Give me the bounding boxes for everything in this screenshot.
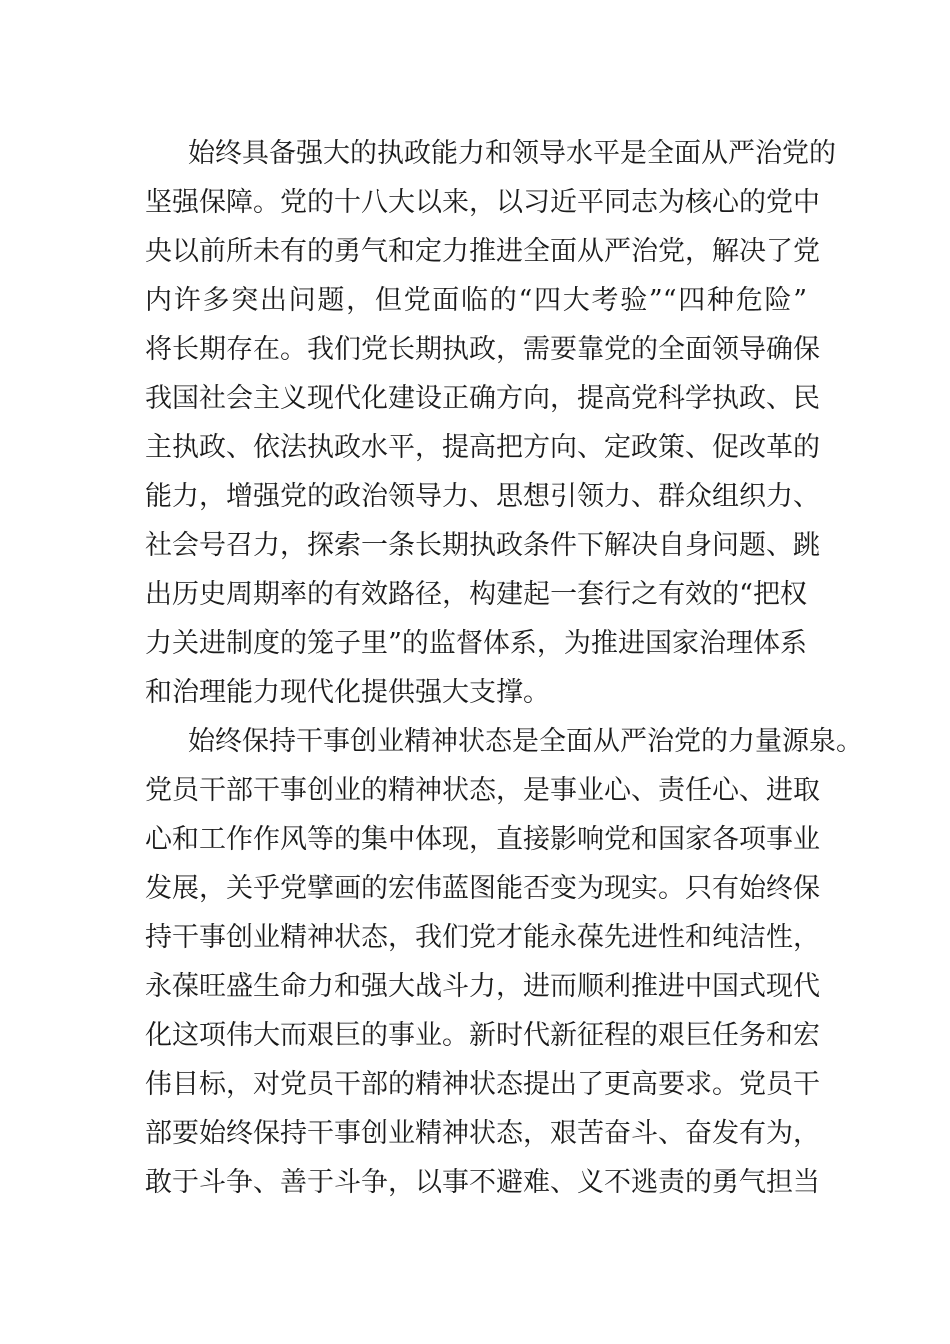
text-line: 将长期存在。我们党长期执政，需要靠党的全面领导确保 [145, 334, 820, 365]
text-line: 主执政、依法执政水平，提高把方向、定政策、促改革的 [145, 432, 820, 463]
text-line: 内许多突出问题，但党面临的“四大考验”“四种危险” [145, 285, 807, 316]
text-line: 敢于斗争、善于斗争，以事不避难、义不逃责的勇气担当 [145, 1167, 820, 1198]
body-text [145, 129, 863, 1207]
text-line: 伟目标，对党员干部的精神状态提出了更高要求。党员干 [145, 1069, 820, 1100]
text-line: 和治理能力现代化提供强大支撑。 [145, 677, 550, 708]
text-line: 我国社会主义现代化建设正确方向，提高党科学执政、民 [145, 383, 820, 414]
text-line: 始终保持干事创业精神状态是全面从严治党的力量源泉。 [188, 726, 863, 757]
paragraph-1 [145, 129, 836, 717]
text-line: 永葆旺盛生命力和强大战斗力，进而顺利推进中国式现代 [145, 971, 820, 1002]
text-line: 力关进制度的笼子里”的监督体系，为推进国家治理体系 [145, 628, 807, 659]
text-line: 发展，关乎党擘画的宏伟蓝图能否变为现实。只有始终保 [145, 873, 820, 904]
text-line: 部要始终保持干事创业精神状态，艰苦奋斗、奋发有为， [145, 1118, 820, 1149]
text-line: 出历史周期率的有效路径，构建起一套行之有效的“把权 [145, 579, 807, 610]
text-line: 社会号召力，探索一条长期执政条件下解决自身问题、跳 [145, 530, 820, 561]
paragraph-2 [145, 717, 863, 1207]
text-line: 央以前所未有的勇气和定力推进全面从严治党，解决了党 [145, 236, 820, 267]
text-line: 能力，增强党的政治领导力、思想引领力、群众组织力、 [145, 481, 820, 512]
text-line: 始终具备强大的执政能力和领导水平是全面从严治党的 [188, 138, 836, 169]
text-line: 坚强保障。党的十八大以来，以习近平同志为核心的党中 [145, 187, 820, 218]
text-line: 化这项伟大而艰巨的事业。新时代新征程的艰巨任务和宏 [145, 1020, 820, 1051]
text-line: 党员干部干事创业的精神状态，是事业心、责任心、进取 [145, 775, 820, 806]
text-line: 持干事创业精神状态，我们党才能永葆先进性和纯洁性， [145, 922, 820, 953]
text-line: 心和工作作风等的集中体现，直接影响党和国家各项事业 [145, 824, 820, 855]
